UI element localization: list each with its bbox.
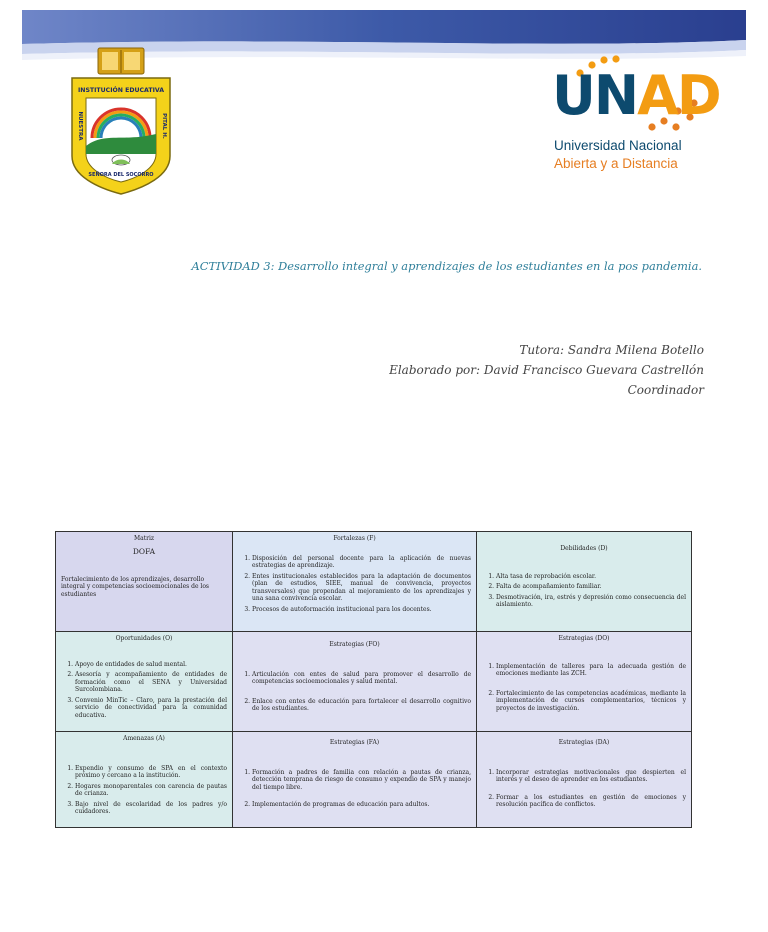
debilidades-title: Debilidades (D) [560,545,608,552]
unad-wordmark: UNAD [552,64,720,127]
list-item: 1. Disposición del personal docente para la aplicación de nuevas estrategias de aprendizaje. [252,555,471,570]
debilidades-list [482,573,686,609]
estrategias-fa-list [238,769,471,809]
matrix-description: Fortalecimiento de los aprendizajes, desarrollo integral y competencias socioemocionales de los estudiantes [61,575,210,598]
matrix-cell [56,532,233,632]
oportunidades-cell [56,632,233,732]
unad-logo [552,55,720,175]
list-item: 1. Expendio y consumo de SPA en el contexto próximo y cercano a la institución. [75,765,227,780]
list-item: 2. Fortalecimiento de las competencias académicas, mediante la implementación de cursos complementarios, técnicos y proyectos de investigación. [496,690,686,713]
activity-title: ACTIVIDAD 3: Desarrollo integral y aprendizajes de los estudiantes en la pos pandemia. [191,259,702,273]
estrategias-fo-list [238,671,471,713]
list-item: 1. Apoyo de entidades de salud mental. [75,661,227,669]
list-item: 3. Procesos de autoformación institucional para los docentes. [252,606,471,614]
fortalezas-list [238,555,471,614]
list-item: 2. Hogares monoparentales con carencia de pautas de crianza. [75,783,227,798]
list-item: 1. Incorporar estrategias motivacionales que despierten el interés y el deseo de aprender en los estudiantes. [496,769,686,784]
amenazas-list [61,765,227,816]
estrategias-fo-title: Estrategias (FO) [329,641,380,648]
matrix-title: DOFA [132,546,156,556]
svg-text:PITAL H.: PITAL H. [161,113,167,139]
debilidades-cell [477,532,692,632]
dofa-matrix-table [55,531,692,828]
list-item: 3. Bajo nivel de escolaridad de los padres y/o cuidadores. [75,801,227,816]
svg-text:NUESTRA: NUESTRA [77,111,83,141]
estrategias-fo-cell [233,632,477,732]
svg-text:INSTITUCIÓN EDUCATIVA: INSTITUCIÓN EDUCATIVA [77,87,165,94]
fortalezas-cell [233,532,477,632]
estrategias-fa-cell [233,732,477,828]
estrategias-do-list [482,663,686,713]
svg-text:SEÑORA DEL SOCORRO: SEÑORA DEL SOCORRO [88,172,154,178]
oportunidades-list [61,661,227,720]
list-item: 3. Desmotivación, ira, estrés y depresión como consecuencia del aislamiento. [496,594,686,609]
estrategias-do-cell [477,632,692,732]
list-item: 1. Implementación de talleres para la adecuada gestión de emociones mediante las ZCH. [496,663,686,678]
estrategias-fa-title: Estrategias (FA) [329,739,380,746]
matrix-label: Matriz [133,535,155,542]
amenazas-cell [56,732,233,828]
estrategias-da-title: Estrategias (DA) [558,739,610,746]
estrategias-da-list [482,769,686,809]
list-item: 2. Entes institucionales establecidos para la adaptación de documentos (plan de estudios, SIEE, manual de convivencia, proyectos transversales) que propendan al mejoramiento de los aprendizajes y una sana convivencia escolar. [252,573,471,603]
role-line: Coordinador [627,383,704,397]
list-item: 2. Enlace con entes de educación para fortalecer el desarrollo cognitivo de los estudiantes. [252,698,471,713]
list-item: 2. Implementación de programas de educación para adultos. [252,801,471,809]
unad-name-line2: Abierta y a Distancia [554,156,678,171]
list-item: 2. Formar a los estudiantes en gestión de emociones y resolución pacífica de conflictos. [496,794,686,809]
school-crest-logo [64,46,178,196]
fortalezas-title: Fortalezas (F) [333,535,376,542]
amenazas-title: Amenazas (A) [123,735,165,742]
list-item: 2. Falta de acompañamiento familiar. [496,583,686,591]
list-item: 3. Convenio MinTic – Claro, para la prestación del servicio de conectividad para la comunidad educativa. [75,697,227,720]
tutor-line: Tutora: Sandra Milena Botello [519,343,704,357]
list-item: 1. Articulación con entes de salud para promover el desarrollo de competencias socioemocionales y salud mental. [252,671,471,686]
estrategias-da-cell [477,732,692,828]
list-item: 2. Asesoría y acompañamiento de entidades de formación como el SENA y Universidad Surcolombiana. [75,671,227,694]
oportunidades-title: Oportunidades (O) [115,635,173,642]
credits-block [389,340,704,400]
unad-name-line1: Universidad Nacional [554,138,682,153]
list-item: 1. Formación a padres de familia con relación a pautas de crianza, detección temprana de riesgo de consumo y expendio de SPA y manejo del tiempo libre. [252,769,471,792]
author-line: Elaborado por: David Francisco Guevara Castrellón [389,363,704,377]
list-item: 1. Alta tasa de reprobación escolar. [496,573,686,581]
estrategias-do-title: Estrategias (DO) [558,635,610,642]
